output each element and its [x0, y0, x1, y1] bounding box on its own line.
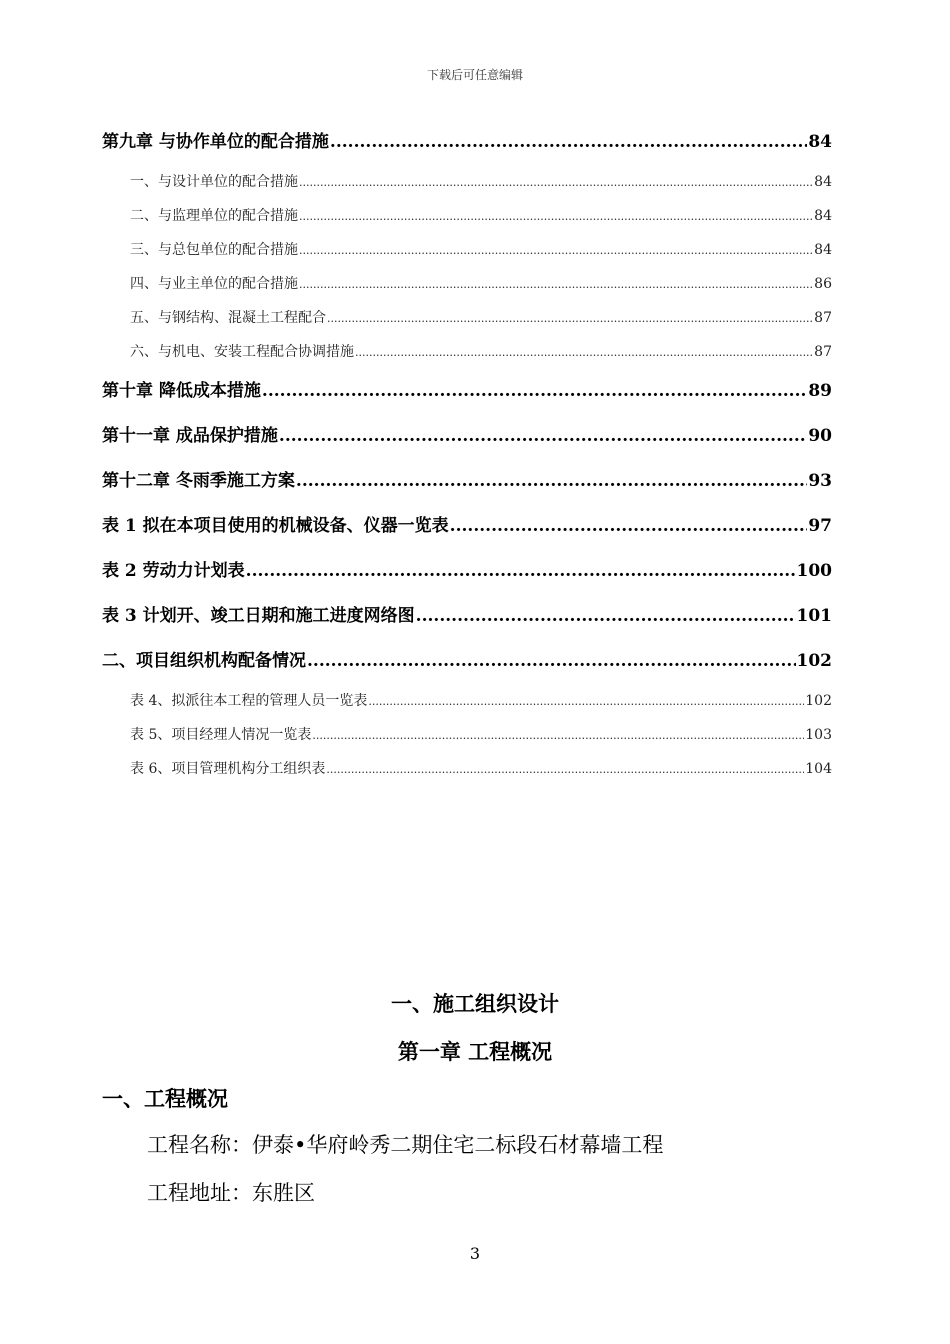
toc-leader-dots — [299, 166, 813, 200]
toc-entry[interactable] — [102, 199, 832, 233]
toc-entry[interactable] — [102, 335, 832, 369]
toc-entry-label: 五、与钢结构、混凝土工程配合 — [130, 310, 326, 326]
toc-entry-label: 第十二章 冬雨季施工方案 — [102, 471, 295, 491]
toc-leader-dots — [416, 594, 796, 639]
toc-entry-page: 101 — [796, 606, 832, 626]
toc-entry-page: 84 — [814, 174, 832, 190]
toc-entry-page: 104 — [805, 761, 832, 777]
toc-leader-dots — [299, 200, 813, 234]
toc-entry-page: 103 — [805, 727, 832, 743]
toc-entry-page: 84 — [808, 132, 832, 152]
toc-entry-label: 表 1 拟在本项目使用的机械设备、仪器一览表 — [102, 516, 449, 536]
toc-entry-page: 87 — [814, 310, 832, 326]
toc-entry-label: 第十章 降低成本措施 — [102, 381, 261, 401]
toc-entry[interactable] — [102, 684, 832, 718]
toc-entry-page: 97 — [808, 516, 832, 536]
toc-entry-page: 84 — [814, 208, 832, 224]
toc-entry-page: 100 — [796, 561, 832, 581]
toc-entry-label: 二、项目组织机构配备情况 — [102, 651, 306, 671]
toc-entry-page: 102 — [796, 651, 832, 671]
toc-entry[interactable] — [102, 369, 832, 414]
toc-entry-page: 89 — [808, 381, 832, 401]
toc-entry-label: 表 2 劳动力计划表 — [102, 561, 245, 581]
toc-entry-label: 第十一章 成品保护措施 — [102, 426, 278, 446]
toc-entry-label: 表 6、项目管理机构分工组织表 — [130, 761, 326, 777]
toc-entry[interactable] — [102, 414, 832, 459]
toc-entry[interactable] — [102, 233, 832, 267]
toc-leader-dots — [279, 414, 807, 459]
toc-entry-page: 86 — [814, 276, 832, 292]
table-of-contents — [102, 120, 832, 786]
toc-entry[interactable] — [102, 165, 832, 199]
toc-leader-dots — [368, 685, 804, 719]
toc-entry[interactable] — [102, 718, 832, 752]
toc-entry-label: 六、与机电、安装工程配合协调措施 — [130, 344, 354, 360]
page-number: 3 — [469, 1244, 481, 1263]
toc-entry[interactable] — [102, 639, 832, 684]
toc-entry-label: 二、与监理单位的配合措施 — [130, 208, 298, 224]
toc-entry[interactable] — [102, 549, 832, 594]
toc-entry-page: 84 — [814, 242, 832, 258]
project-name-line: 工程名称：伊泰•华府岭秀二期住宅二标段石材幕墙工程 — [147, 1133, 664, 1157]
chapter-title: 第一章 工程概况 — [397, 1039, 553, 1064]
toc-entry[interactable] — [102, 301, 832, 335]
toc-entry-page: 93 — [808, 471, 832, 491]
toc-entry-label: 表 5、项目经理人情况一览表 — [130, 727, 312, 743]
toc-leader-dots — [262, 369, 807, 414]
toc-leader-dots — [307, 639, 796, 684]
toc-entry[interactable] — [102, 504, 832, 549]
toc-entry-label: 表 4、拟派往本工程的管理人员一览表 — [130, 693, 368, 709]
toc-entry-label: 第九章 与协作单位的配合措施 — [102, 132, 329, 152]
toc-entry-label: 表 3 计划开、竣工日期和施工进度网络图 — [102, 606, 415, 626]
toc-leader-dots — [299, 268, 813, 302]
toc-entry[interactable] — [102, 594, 832, 639]
part-title: 一、施工组织设计 — [391, 991, 559, 1016]
toc-entry-page: 90 — [808, 426, 832, 446]
project-address-line: 工程地址：东胜区 — [147, 1181, 315, 1205]
toc-entry[interactable] — [102, 752, 832, 786]
toc-leader-dots — [330, 120, 807, 165]
toc-entry-page: 87 — [814, 344, 832, 360]
section-heading: 一、工程概况 — [102, 1086, 228, 1111]
toc-leader-dots — [450, 504, 808, 549]
toc-entry-label: 一、与设计单位的配合措施 — [130, 174, 298, 190]
toc-leader-dots — [327, 302, 813, 336]
toc-entry-label: 三、与总包单位的配合措施 — [130, 242, 298, 258]
toc-entry[interactable] — [102, 267, 832, 301]
toc-leader-dots — [326, 753, 804, 787]
toc-entry[interactable] — [102, 120, 832, 165]
toc-entry-page: 102 — [805, 693, 832, 709]
toc-leader-dots — [246, 549, 796, 594]
toc-entry-label: 四、与业主单位的配合措施 — [130, 276, 298, 292]
toc-leader-dots — [299, 234, 813, 268]
toc-entry[interactable] — [102, 459, 832, 504]
page-header: 下载后可任意编辑 — [426, 68, 523, 82]
toc-leader-dots — [296, 459, 807, 504]
toc-leader-dots — [355, 336, 813, 370]
toc-leader-dots — [312, 719, 804, 753]
